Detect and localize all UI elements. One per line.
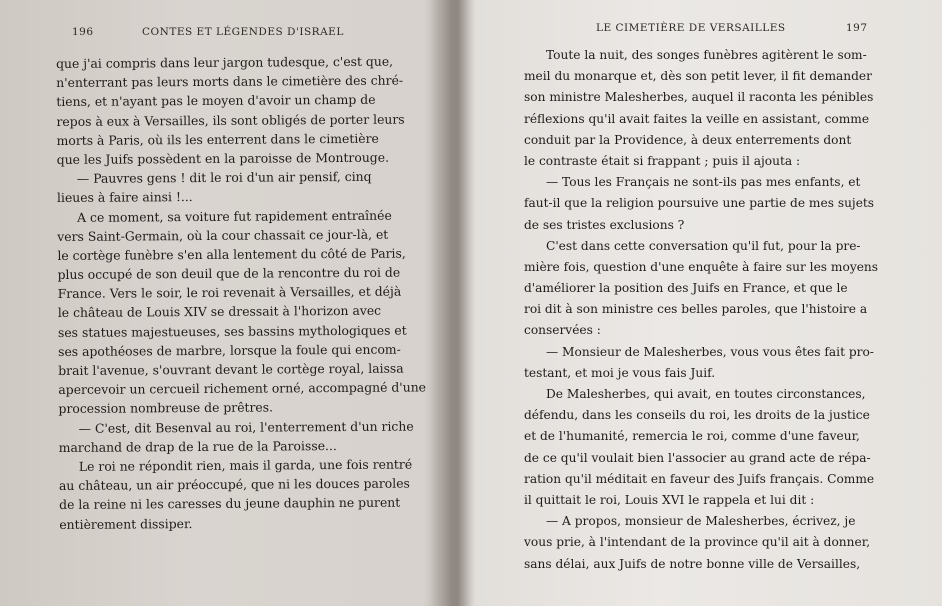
text-line: que les Juifs possèdent en la paroisse de Montrouge. [56,149,390,167]
text-line: repos à eux à Versailles, ils sont obligés de porter leurs [56,111,405,129]
text-line: marchand de drap de la rue de la Paroisse... [58,437,337,455]
text-line: il quittait le roi, Louis XVI le rappela et lui dit : [524,492,815,507]
text-line: lieues à faire ainsi !... [56,189,193,206]
text-line: plus occupé de son deuil que de la rencontre du roi de [57,264,401,283]
text-line: ses statues majestueuses, ses bassins mythologiques et [57,322,407,340]
text-line: Toute la nuit, des songes funèbres agitèrent le som- [546,48,867,62]
text-line: le contraste était si frappant ; puis il ajouta : [524,153,801,168]
text-line: défendu, dans les conseils du roi, les droits de la justice [524,408,870,423]
text-line: — Monsieur de Malesherbes, vous vous êtes fait pro- [546,344,874,359]
page-number-left: 196 [72,26,94,38]
text-line: morts à Paris, où ils les enterrent dans le cimetière [56,130,379,148]
text-line: vers Saint-Germain, où la cour chassait ce jour-là, et [57,226,389,244]
text-line: et de l'humanité, remercia le roi, comme d'une faveur, [524,429,860,444]
text-line: roi dit à son ministre ces belles paroles, que l'histoire a [524,302,868,317]
text-line: ses apothéoses de marbre, lorsque la foule qui encom- [58,341,401,359]
text-line: d'améliorer la position des Juifs en France, et que le [524,281,848,296]
text-line: n'enterrant pas leurs morts dans le cimetière des chré- [56,72,404,91]
text-line: — Tous les Français ne sont-ils pas mes enfants, et [546,175,861,190]
text-line: conservées : [524,323,601,338]
text-line: faut-il que la religion poursuive une partie de mes sujets [524,196,875,211]
text-line: au château, un air préoccupé, que ni les douces paroles [58,475,410,494]
page-number-right: 197 [846,22,868,34]
running-head-left: CONTES ET LÉGENDES D'ISRAEL [142,26,344,38]
text-line: le château de Louis XIV se dressait à l'horizon avec [57,303,382,321]
text-line: entièrement dissiper. [59,515,193,532]
text-line: — Pauvres gens ! dit le roi d'un air pensif, cinq [76,168,372,186]
running-head-right: LE CIMETIÈRE DE VERSAILLES [596,22,786,34]
right-page [466,0,942,606]
right-page-text [524,45,892,575]
text-line: de ce qu'il voulait bien l'associer au grand acte de répa- [524,450,871,465]
text-line: Le roi ne répondit rien, mais il garda, une fois rentré [78,456,413,474]
text-line: vous prie, à l'intendant de la province qu'il ait à donner, [524,535,871,550]
left-page-text [56,52,427,534]
text-line: testant, et moi je vous fais Juif. [524,365,716,380]
text-line: A ce moment, sa voiture fut rapidement entraînée [77,207,392,225]
text-line: de la reine ni les caresses du jeune dauphin ne purent [59,494,401,513]
text-line: que j'ai compris dans leur jargon tudesque, c'est que, [56,53,394,71]
text-line: apercevoir un cercueil richement orné, accompagné d'une [58,379,427,398]
text-line: brait l'avenue, s'ouvrant devant le cortège royal, laissa [58,360,404,378]
text-line: meil du monarque et, dès son petit lever, il fit demander [524,69,872,84]
text-line: de ses tristes exclusions ? [524,217,685,232]
gutter-shadow [430,0,470,606]
text-line: France. Vers le soir, le roi revenait à Versailles, et déjà [57,283,402,302]
text-line: C'est dans cette conversation qu'il fut, pour la pre- [546,238,861,253]
text-line: — C'est, dit Besenval au roi, l'enterrement d'un riche [78,418,414,436]
text-line: son ministre Malesherbes, auquel il raconta les pénibles [524,90,874,105]
text-line: tiens, et n'ayant pas le moyen d'avoir un champ de [56,92,376,110]
text-line: ration qu'il méditait en faveur des Juifs français. Comme [524,471,875,486]
text-line: sans délai, aux Juifs de notre bonne ville de Versailles, [524,556,861,571]
text-line: le cortège funèbre s'en alla lentement du côté de Paris, [57,245,406,263]
text-line: réflexions qu'il avait faites la veille en assistant, comme [524,111,870,126]
text-line: procession nombreuse de prêtres. [58,399,274,417]
text-line: mière fois, question d'une enquête à faire sur les moyens [524,259,879,274]
text-line: conduit par la Providence, à deux enterrements dont [524,132,852,147]
text-line: — A propos, monsieur de Malesherbes, écrivez, je [546,514,856,529]
text-line: De Malesherbes, qui avait, en toutes circonstances, [546,387,866,401]
left-page [0,0,455,606]
